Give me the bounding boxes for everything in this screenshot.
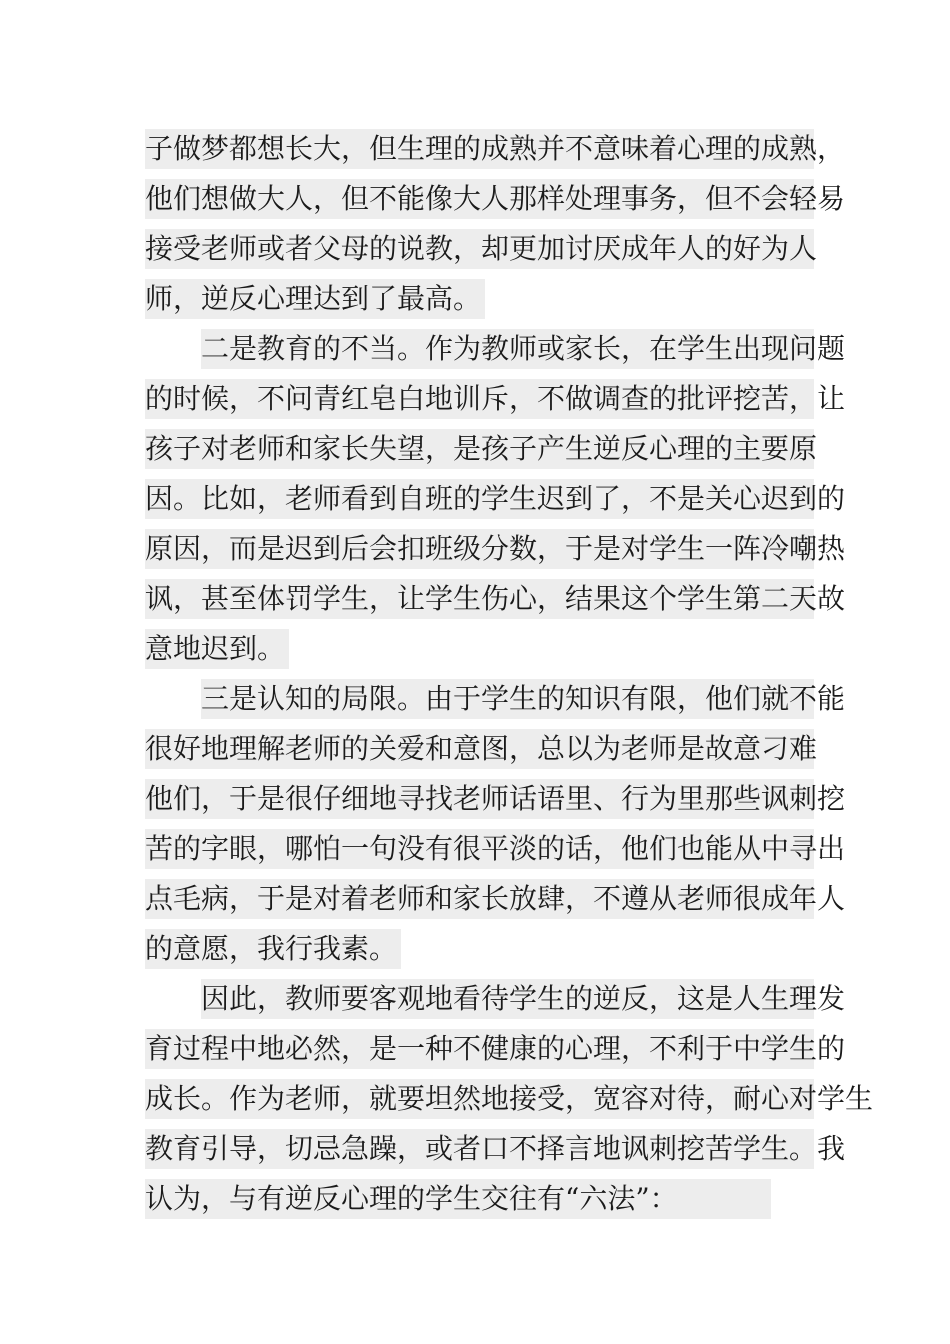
line-text: 点毛病，于是对着老师和家长放肆，不遵从老师很成年人	[145, 879, 814, 919]
line-text: 二是教育的不当。作为教师或家长，在学生出现问题	[201, 329, 814, 369]
text-line	[145, 224, 818, 274]
text-line	[145, 824, 846, 874]
line-text: 他们想做大人，但不能像大人那样处理事务，但不会轻易	[145, 179, 814, 219]
line-text: 原因，而是迟到后会扣班级分数，于是对学生一阵冷嘲热	[145, 529, 814, 569]
line-text: 意地迟到。	[145, 629, 289, 669]
document-body	[145, 124, 874, 1224]
text-line	[145, 1024, 846, 1074]
line-text: 子做梦都想长大，但生理的成熟并不意味着心理的成熟，	[145, 129, 814, 169]
line-text: 接受老师或者父母的说教，却更加讨厌成年人的好为人	[145, 229, 814, 269]
text-line	[145, 1124, 846, 1174]
text-line	[145, 924, 810, 974]
text-line	[145, 874, 846, 924]
text-line	[145, 1174, 810, 1224]
line-text: 讽，甚至体罚学生，让学生伤心，结果这个学生第二天故	[145, 579, 814, 619]
line-text: 因。比如，老师看到自班的学生迟到了，不是关心迟到的	[145, 479, 814, 519]
line-text: 育过程中地必然，是一种不健康的心理，不利于中学生的	[145, 1029, 814, 1069]
paragraph-first-line	[145, 674, 846, 724]
text-line	[145, 724, 818, 774]
line-text: 教育引导，切忌急躁，或者口不择言地讽刺挖苦学生。我	[145, 1129, 814, 1169]
text-line	[145, 1074, 874, 1124]
text-line	[145, 124, 846, 174]
line-text: 他们，于是很仔细地寻找老师话语里、行为里那些讽刺挖	[145, 779, 814, 819]
paragraph-first-line	[145, 974, 846, 1024]
line-text: 师，逆反心理达到了最高。	[145, 279, 485, 319]
text-line	[145, 774, 846, 824]
text-line	[145, 174, 846, 224]
line-text: 认为，与有逆反心理的学生交往有“六法”：	[145, 1179, 771, 1219]
line-text: 孩子对老师和家长失望，是孩子产生逆反心理的主要原	[145, 429, 814, 469]
text-line	[145, 624, 810, 674]
text-line	[145, 574, 846, 624]
line-text: 因此，教师要客观地看待学生的逆反，这是人生理发	[201, 979, 814, 1019]
line-text: 成长。作为老师，就要坦然地接受，宽容对待，耐心对学生	[145, 1079, 814, 1119]
line-text: 很好地理解老师的关爱和意图，总以为老师是故意刁难	[145, 729, 814, 769]
paragraph-first-line	[145, 324, 846, 374]
text-line	[145, 374, 846, 424]
line-text: 的时候，不问青红皂白地训斥，不做调查的批评挖苦，让	[145, 379, 814, 419]
text-line	[145, 474, 846, 524]
text-line	[145, 424, 818, 474]
text-line	[145, 524, 846, 574]
line-text: 的意愿，我行我素。	[145, 929, 401, 969]
line-text: 苦的字眼，哪怕一句没有很平淡的话，他们也能从中寻出	[145, 829, 814, 869]
line-text: 三是认知的局限。由于学生的知识有限，他们就不能	[201, 679, 814, 719]
text-line	[145, 274, 810, 324]
